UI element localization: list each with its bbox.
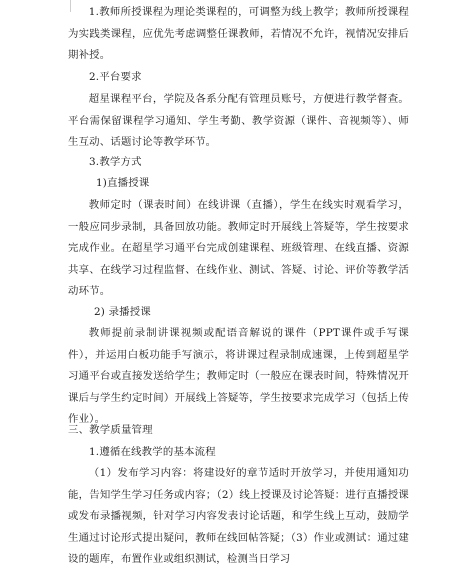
heading-platform-requirements: 2.平台要求 [89, 71, 142, 83]
paragraph-course-adjustment: 1.教师所授课程为理论类课程的，可调整为线上教学；教师所授课程为实践类课程，应优先考虑调整任课教师，若情况不允许，视情况安排后期补授。 [68, 6, 409, 62]
heading-teaching-methods: 3.教学方式 [89, 156, 142, 168]
heading-live-teaching: 1)直播授课 [96, 177, 150, 189]
paragraph-process-steps: （1）发布学习内容：将建设好的章节适时开放学习，并使用通知功能，告知学生学习任务或内容；（2）线上授课及讨论答疑：进行直播授课或发布录播视频，针对学习内容发表讨论话题，和学生线上互动，鼓励学生通过讨论形式提出疑问，教师在线回帖答疑；（3）作业或测试：通过建设的题库，布置作业或组织测试，检测当日学习 [68, 467, 409, 566]
heading-basic-process: 1.遵循在线教学的基本流程 [89, 446, 216, 458]
paragraph-platform: 超星课程平台，学院及各系分配有管理员账号，方便进行教学督查。平台需保留课程学习通知、学生考勤、教学资源（课件、音视频等）、师生互动、话题讨论等教学环节。 [68, 93, 409, 149]
paragraph-recorded-teaching: 教师提前录制讲课视频或配语音解说的课件（PPT课件或手写课件），并运用白板功能手写演示，将讲课过程录制成速课，上传到超星学习通平台或直接发送给学生；教师定时（一般应在课表时间，特殊情况开课后与学生约定时间）开展线上答疑等，学生按要求完成学习（包括上传作业）。 [68, 327, 409, 426]
paragraph-live-teaching: 教师定时（课表时间）在线讲课（直播），学生在线实时观看学习，一般应同步录制，具备回放功能。教师定时开展线上答疑等，学生按要求完成作业。在超星学习通平台完成创建课程、班级管理、在线直播、资源共享、在线学习过程监督、在线作业、测试、答疑、讨论、评价等教学活动环节。 [68, 199, 409, 298]
heading-teaching-quality: 三、教学质量管理 [68, 424, 153, 436]
heading-recorded-teaching: 2) 录播授课 [94, 306, 151, 318]
